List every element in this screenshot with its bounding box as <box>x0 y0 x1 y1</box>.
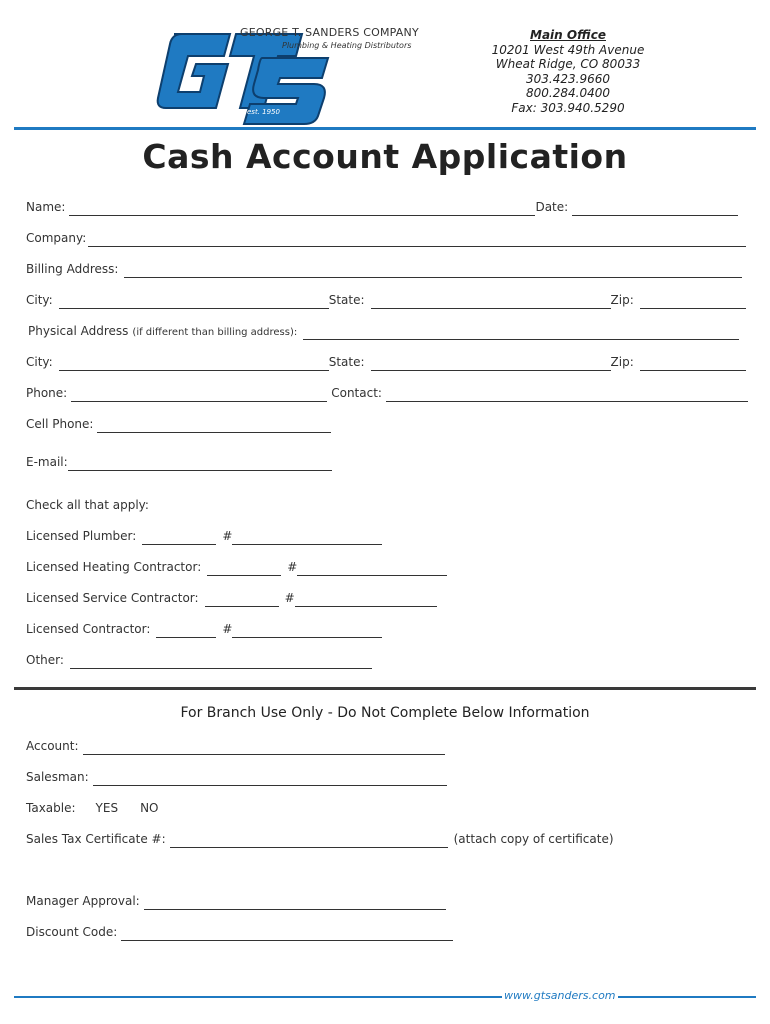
office-fax: Fax: 303.940.5290 <box>511 100 625 115</box>
zip-field[interactable] <box>640 294 746 309</box>
attach-certificate-note: (attach copy of certificate) <box>453 832 614 846</box>
established-label: est. 1950 <box>247 108 280 116</box>
other-label: Other: <box>26 653 64 667</box>
account-field[interactable] <box>83 740 445 755</box>
licensed-service-label: Licensed Service Contractor: <box>26 591 199 605</box>
date-label: Date: <box>535 200 569 214</box>
licensed-contractor-row <box>26 622 382 638</box>
discount-code-row <box>26 925 453 941</box>
taxable-label: Taxable: <box>26 801 76 815</box>
phone-row <box>26 386 748 402</box>
state-field[interactable] <box>371 294 611 309</box>
other-field[interactable] <box>70 654 372 669</box>
city-field[interactable] <box>59 294 329 309</box>
license-number-label: # <box>284 591 295 605</box>
office-address-2: Wheat Ridge, CO 80033 <box>495 57 641 71</box>
cell-phone-field[interactable] <box>97 418 331 433</box>
email-field[interactable] <box>68 456 332 471</box>
billing-address-label: Billing Address: <box>26 262 119 276</box>
footer-line-right <box>618 996 756 998</box>
city-label: City: <box>26 293 53 307</box>
sales-tax-field[interactable] <box>170 833 448 848</box>
licensed-plumber-label: Licensed Plumber: <box>26 529 137 543</box>
email-row <box>26 455 332 471</box>
licensed-heating-label: Licensed Heating Contractor: <box>26 560 202 574</box>
physical-address-label: Physical Address <box>28 324 129 338</box>
salesman-field[interactable] <box>93 771 447 786</box>
zip-label: Zip: <box>610 355 634 369</box>
sales-tax-row <box>26 832 614 848</box>
licensed-contractor-check[interactable] <box>156 623 216 638</box>
license-number-label: # <box>222 529 233 543</box>
licensed-plumber-row <box>26 529 382 545</box>
contact-label: Contact: <box>331 386 382 400</box>
footer-website-link[interactable]: www.gtsanders.com <box>504 989 616 1002</box>
licensed-plumber-number-field[interactable] <box>232 530 382 545</box>
city-field[interactable] <box>59 356 329 371</box>
state-label: State: <box>328 355 365 369</box>
city-label: City: <box>26 355 53 369</box>
billing-address-field[interactable] <box>124 263 742 278</box>
name-label: Name: <box>26 200 66 214</box>
phone-label: Phone: <box>26 386 68 400</box>
company-label: Company: <box>26 231 87 245</box>
discount-code-label: Discount Code: <box>26 925 118 939</box>
physical-address-row <box>28 324 739 340</box>
company-field[interactable] <box>88 232 746 247</box>
physical-address-field[interactable] <box>303 325 739 340</box>
check-all-heading-row <box>26 498 149 514</box>
office-phone-1: 303.423.9660 <box>526 71 610 86</box>
office-address-1: 10201 West 49th Avenue <box>491 42 645 57</box>
sales-tax-label: Sales Tax Certificate #: <box>26 832 166 846</box>
office-title: Main Office <box>530 28 606 42</box>
physical-address-note: (if different than billing address): <box>132 327 298 338</box>
licensed-heating-number-field[interactable] <box>297 561 447 576</box>
other-row <box>26 653 372 669</box>
cell-phone-label: Cell Phone: <box>26 417 94 431</box>
company-row <box>26 231 746 247</box>
discount-code-field[interactable] <box>121 926 453 941</box>
cell-phone-row <box>26 417 331 433</box>
company-name: GEORGE T. SANDERS COMPANY <box>240 26 419 39</box>
licensed-heating-check[interactable] <box>207 561 281 576</box>
manager-approval-label: Manager Approval: <box>26 894 140 908</box>
check-all-heading: Check all that apply: <box>26 498 149 512</box>
header-divider <box>14 127 756 130</box>
licensed-service-number-field[interactable] <box>295 592 437 607</box>
name-row <box>26 200 738 216</box>
name-field[interactable] <box>69 201 535 216</box>
manager-approval-field[interactable] <box>144 895 446 910</box>
license-number-label: # <box>222 622 233 636</box>
zip-field[interactable] <box>640 356 746 371</box>
email-label: E-mail: <box>26 455 68 469</box>
salesman-row <box>26 770 447 786</box>
phone-field[interactable] <box>71 387 327 402</box>
office-phone-2: 800.284.0400 <box>526 86 610 100</box>
branch-section-divider <box>14 687 756 690</box>
account-row <box>26 739 445 755</box>
licensed-contractor-label: Licensed Contractor: <box>26 622 151 636</box>
branch-use-heading: For Branch Use Only - Do Not Complete Below Information <box>180 705 590 721</box>
taxable-row <box>26 801 158 817</box>
licensed-contractor-number-field[interactable] <box>232 623 382 638</box>
licensed-service-check[interactable] <box>205 592 279 607</box>
manager-approval-row <box>26 894 446 910</box>
page-title: Cash Account Application <box>142 137 628 176</box>
licensed-plumber-check[interactable] <box>142 530 216 545</box>
city-row-2 <box>26 355 746 371</box>
zip-label: Zip: <box>610 293 634 307</box>
taxable-no-option[interactable]: NO <box>140 801 159 815</box>
account-label: Account: <box>26 739 79 753</box>
date-field[interactable] <box>572 201 738 216</box>
state-label: State: <box>328 293 365 307</box>
licensed-service-row <box>26 591 437 607</box>
main-office-block <box>488 28 648 115</box>
city-row-1 <box>26 293 746 309</box>
company-tagline: Plumbing & Heating Distributors <box>282 41 412 50</box>
license-number-label: # <box>287 560 298 574</box>
taxable-yes-option[interactable]: YES <box>95 801 119 815</box>
licensed-heating-row <box>26 560 447 576</box>
contact-field[interactable] <box>386 387 748 402</box>
billing-address-row <box>26 262 742 278</box>
state-field[interactable] <box>371 356 611 371</box>
salesman-label: Salesman: <box>26 770 89 784</box>
footer-line-left <box>14 996 502 998</box>
